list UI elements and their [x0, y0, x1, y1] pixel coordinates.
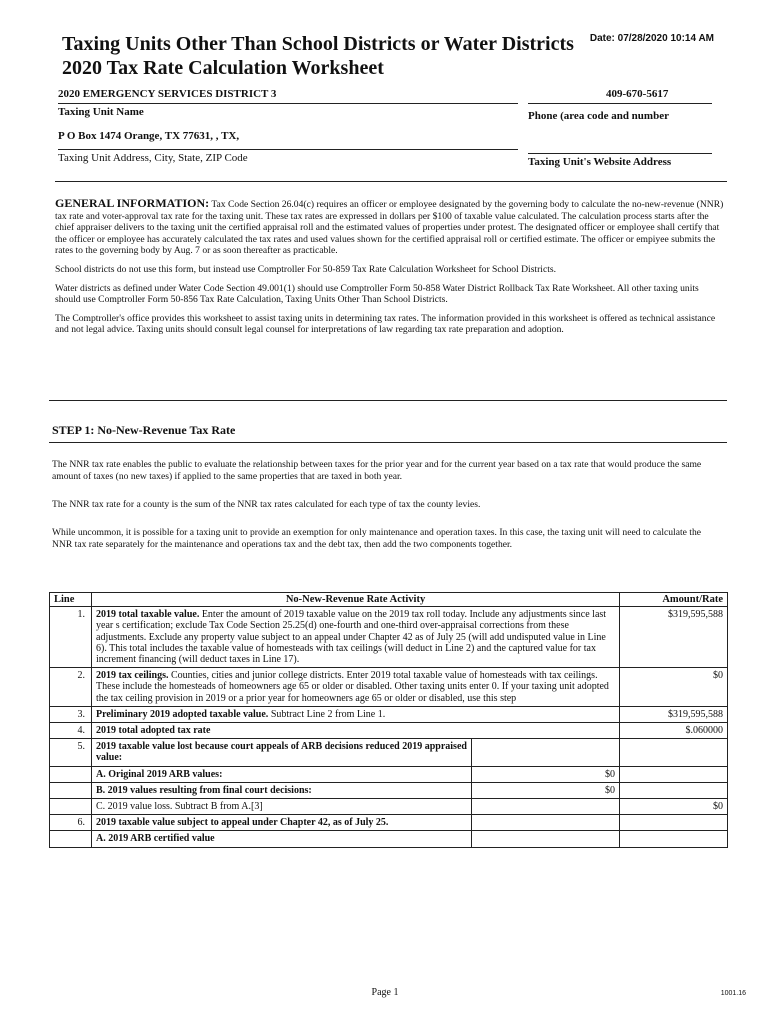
empty-cell [472, 799, 620, 815]
rule [528, 153, 712, 154]
empty-cell [620, 782, 728, 798]
step1-paragraph-3: While uncommon, it is possible for a taxing unit to provide an exemption for only maintenance and operation taxes. In this case, the taxing unit will need to calculate the NNR tax rate separately for the maintenance and operations tax and the debt tax, then add the two components together. [52, 527, 702, 550]
table-row [50, 766, 728, 782]
line-number: 5. [50, 739, 92, 766]
rule [49, 442, 727, 443]
line-number: 4. [50, 723, 92, 739]
empty-cell [50, 799, 92, 815]
general-paragraph-2: School districts do not use this form, but instead use Comptroller For 50-859 Tax Rate Calculation Worksheet for School Districts. [55, 263, 557, 275]
empty-cell [50, 831, 92, 847]
general-lead: GENERAL INFORMATION: [55, 196, 210, 210]
empty-cell [50, 766, 92, 782]
line-description: Preliminary 2019 adopted taxable value. Subtract Line 2 from Line 1. [92, 706, 620, 722]
general-paragraph-4: The Comptroller's office provides this worksheet to assist taxing units in determining tax rates. The information provided in this worksheet is offered as technical assistance and not legal advice. Taxing units should consult legal counsel for interpretations of law regarding tax rate preparation and adoption. [55, 312, 716, 336]
step1-text [52, 459, 722, 567]
worksheet-table [49, 592, 728, 848]
line-number: 1. [50, 607, 92, 668]
header-line: Line [50, 593, 92, 607]
line-amount: $319,595,588 [620, 706, 728, 722]
title-line-1: Taxing Units Other Than School Districts or Water Districts [62, 33, 574, 55]
table-row [50, 706, 728, 722]
phone-label: Phone (area code and number [528, 110, 669, 122]
line-amount: $319,595,588 [620, 607, 728, 668]
table-row [50, 607, 728, 668]
step1-paragraph-2: The NNR tax rate for a county is the sum of the NNR tax rates calculated for each type of tax the county levies. [52, 499, 481, 510]
table-row [50, 815, 728, 831]
line-number: 2. [50, 668, 92, 707]
table-header [50, 593, 728, 607]
page-number: Page 1 [371, 987, 399, 998]
general-information [55, 198, 725, 343]
page-title [62, 32, 574, 80]
line-amount: $.060000 [620, 723, 728, 739]
form-id: 1001.16 [720, 990, 746, 997]
empty-cell [472, 739, 620, 766]
sub-line-description: A. 2019 ARB certified value [92, 831, 472, 847]
table-row [50, 831, 728, 847]
table-row [50, 668, 728, 707]
line-description: 2019 total adopted tax rate [92, 723, 620, 739]
line-amount: $0 [620, 668, 728, 707]
empty-cell [620, 739, 728, 766]
website-label: Taxing Unit's Website Address [528, 156, 672, 168]
line-number: 6. [50, 815, 92, 831]
line-description: 2019 total taxable value. Enter the amount of 2019 taxable value on the 2019 tax roll today. Include any adjustments since last year s certification; exclude Tax Code Section 25.25(d) one-fourth and one-third over-appraisal corrections from these adjustments. Exclude any property value subject to an appeal under Chapter 42 as of July 25 (will add undisputed value in Line 6). This total includes the taxable value of homesteads with tax ceilings (will deduct in Line 2) and the captured value for tax increment financing (will deduct taxes in Line 17). [92, 607, 620, 668]
rule [55, 181, 727, 182]
empty-cell [50, 782, 92, 798]
empty-cell [472, 815, 620, 831]
date-stamp: Date: 07/28/2020 10:14 AM [589, 33, 714, 44]
header-amount: Amount/Rate [620, 593, 728, 607]
step1-title: STEP 1: No-New-Revenue Tax Rate [52, 423, 236, 437]
general-paragraph-3: Water districts as defined under Water Code Section 49.001(1) should use Comptroller Form 50-858 Water District Rollback Tax Rate Worksheet. All other taxing units should use Comptroller Form 50-856 Tax Rate Calculation, Taxing Units Other Than School Districts. [55, 282, 699, 306]
table-row [50, 739, 728, 766]
phone-number: 409-670-5617 [606, 88, 669, 100]
title-line-2: 2020 Tax Rate Calculation Worksheet [62, 57, 384, 79]
taxing-unit-name: 2020 EMERGENCY SERVICES DISTRICT 3 [58, 88, 277, 100]
line-amount: $0 [620, 799, 728, 815]
empty-cell [620, 815, 728, 831]
empty-cell [620, 766, 728, 782]
line-description: 2019 taxable value lost because court appeals of ARB decisions reduced 2019 appraised value: [92, 739, 472, 766]
sub-line-amount: $0 [472, 782, 620, 798]
rule [58, 103, 518, 104]
sub-line-amount: $0 [472, 766, 620, 782]
line-number: 3. [50, 706, 92, 722]
taxing-unit-name-label: Taxing Unit Name [58, 106, 144, 118]
line-description: 2019 taxable value subject to appeal under Chapter 42, as of July 25. [92, 815, 472, 831]
sub-line-description: B. 2019 values resulting from final court decisions: [92, 782, 472, 798]
taxing-unit-address-label: Taxing Unit Address, City, State, ZIP Code [58, 152, 248, 164]
empty-cell [472, 831, 620, 847]
table-row [50, 799, 728, 815]
rule [49, 400, 727, 401]
table-row [50, 723, 728, 739]
table-row [50, 782, 728, 798]
step1-paragraph-1: The NNR tax rate enables the public to evaluate the relationship between taxes for the prior year and for the current year based on a tax rate that would produce the same amount of taxes (no new taxes) if applied to the same properties that are taxed in both year. [52, 459, 702, 482]
line-description: 2019 tax ceilings. Counties, cities and junior college districts. Enter 2019 total taxable value of homesteads with tax ceilings. These include the homesteads of homeowners age 65 or older or disabled. Other taxing units enter 0. If your taxing unit adopted the tax ceiling provision in 2019 or a prior year for homeowners age 65 or older or disabled, use this step [92, 668, 620, 707]
rule [58, 149, 518, 150]
rule [528, 103, 712, 104]
header-activity: No-New-Revenue Rate Activity [92, 593, 620, 607]
sub-line-description: C. 2019 value loss. Subtract B from A.[3] [92, 799, 472, 815]
empty-cell [620, 831, 728, 847]
taxing-unit-address: P O Box 1474 Orange, TX 77631, , TX, [58, 130, 240, 142]
sub-line-description: A. Original 2019 ARB values: [92, 766, 472, 782]
general-paragraph-1: GENERAL INFORMATION: Tax Code Section 26.04(c) requires an officer or employee designated by the governing body to calculate the no-new-revenue (NNR) tax rate and voter-approval tax rate for the taxing unit. These tax rates are expressed in dollars per $100 of taxable value calculated. The calculation process starts after the chief appraiser delivers to the taxing unit the certified appraisal roll and the estimated values of properties under protest. The designated officer or employee shall certify that the officer or employee has accurately calculated the tax rates and used values shown for the certified appraisal roll or certified estimate. The officer or empiyee submits the rates to the governing body by Aug. 7 or as soon thereafter as practicable. [55, 196, 724, 257]
